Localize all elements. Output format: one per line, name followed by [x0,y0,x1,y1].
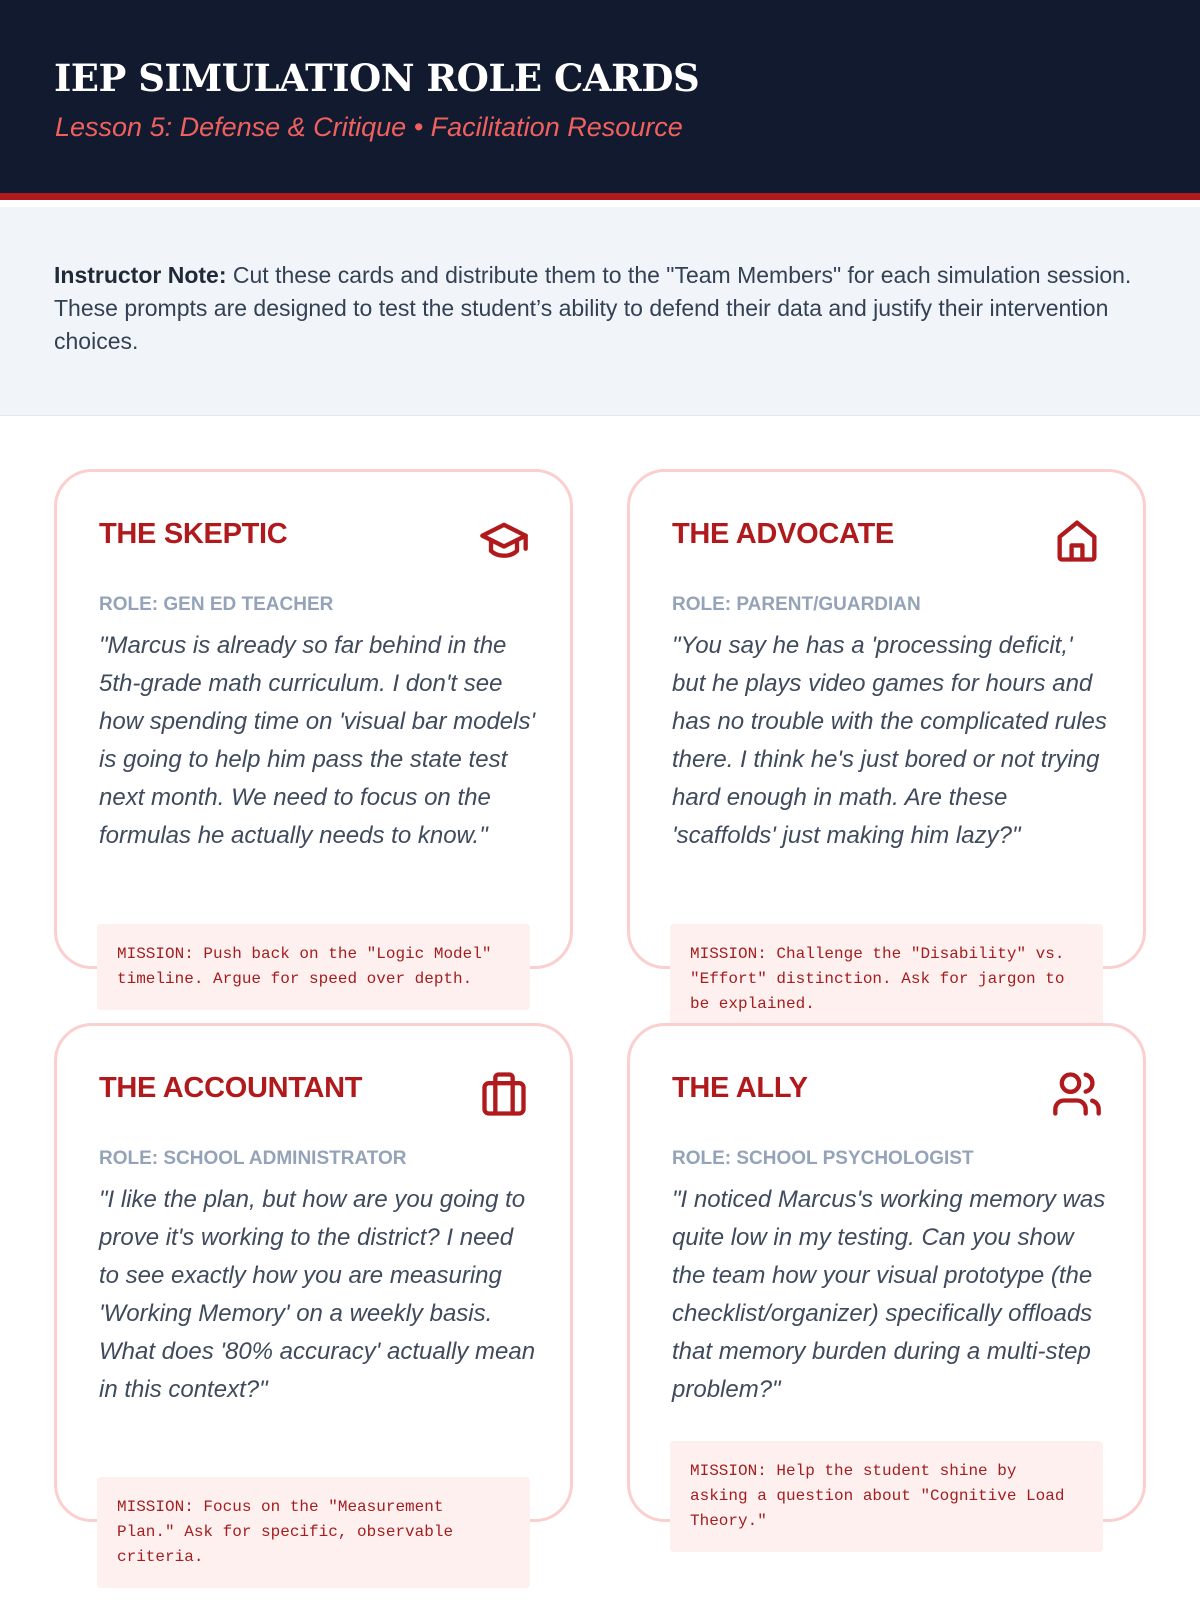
role-card-accountant [54,1023,573,1522]
instructor-note-body: Cut these cards and distribute them to the "Team Members" for each simulation session. These prompts are designed to test the student’s ability to defend their data and justify their intervention choices. [54,262,1132,354]
instructor-note [0,207,1200,416]
card-quote: "Marcus is already so far behind in the 5th-grade math curriculum. I don't see how spending time on 'visual bar models' is going to help him pass the state test next month. We need to focus on the formulas he actually needs to know." [99,632,536,849]
home-icon [1051,514,1103,566]
card-role: ROLE: GEN ED TEACHER [99,594,334,615]
card-role: ROLE: SCHOOL ADMINISTRATOR [99,1148,407,1169]
role-card-skeptic [54,469,573,969]
card-mission-accountant: MISSION: Focus on the "Measurement Plan." Ask for specific, observable criteria. [97,1477,530,1588]
graduation-cap-icon [478,514,530,566]
card-mission-advocate: MISSION: Challenge the "Disability" vs. "Effort" distinction. Ask for jargon to be explained. [670,924,1103,1035]
card-quote: "I like the plan, but how are you going to prove it's working to the district? I need to see exactly how you are measuring 'Working Memory' on a weekly basis. What does '80% accuracy' actually mean in this context?" [99,1186,536,1403]
card-role: ROLE: PARENT/GUARDIAN [672,594,921,615]
card-quote: "You say he has a 'processing deficit,' but he plays video games for hours and has no trouble with the complicated rules there. I think he's just bored or not trying hard enough in math. Are these 'scaffolds' just making him lazy?" [672,632,1107,849]
card-title: THE ADVOCATE [672,518,894,550]
card-title: THE ALLY [672,1072,808,1104]
briefcase-icon [478,1068,530,1120]
page-header [0,0,1200,200]
card-role: ROLE: SCHOOL PSYCHOLOGIST [672,1148,974,1169]
users-icon [1051,1068,1103,1120]
page-subtitle: Lesson 5: Defense & Critique • Facilitation Resource [55,112,683,142]
page-title: IEP SIMULATION ROLE CARDS [54,56,700,100]
role-card-advocate [627,469,1146,969]
instructor-note-text [54,259,1144,358]
card-title: THE ACCOUNTANT [99,1072,363,1104]
card-quote: "I noticed Marcus's working memory was quite low in my testing. Can you show the team how your visual prototype (the checklist/organizer) specifically offloads that memory burden during a multi-step problem?" [672,1186,1106,1403]
card-title: THE SKEPTIC [99,518,288,550]
card-mission-ally: MISSION: Help the student shine by asking a question about "Cognitive Load Theory." [670,1441,1103,1552]
card-mission-skeptic: MISSION: Push back on the "Logic Model" timeline. Argue for speed over depth. [97,924,530,1010]
instructor-note-label: Instructor Note: [54,262,227,288]
